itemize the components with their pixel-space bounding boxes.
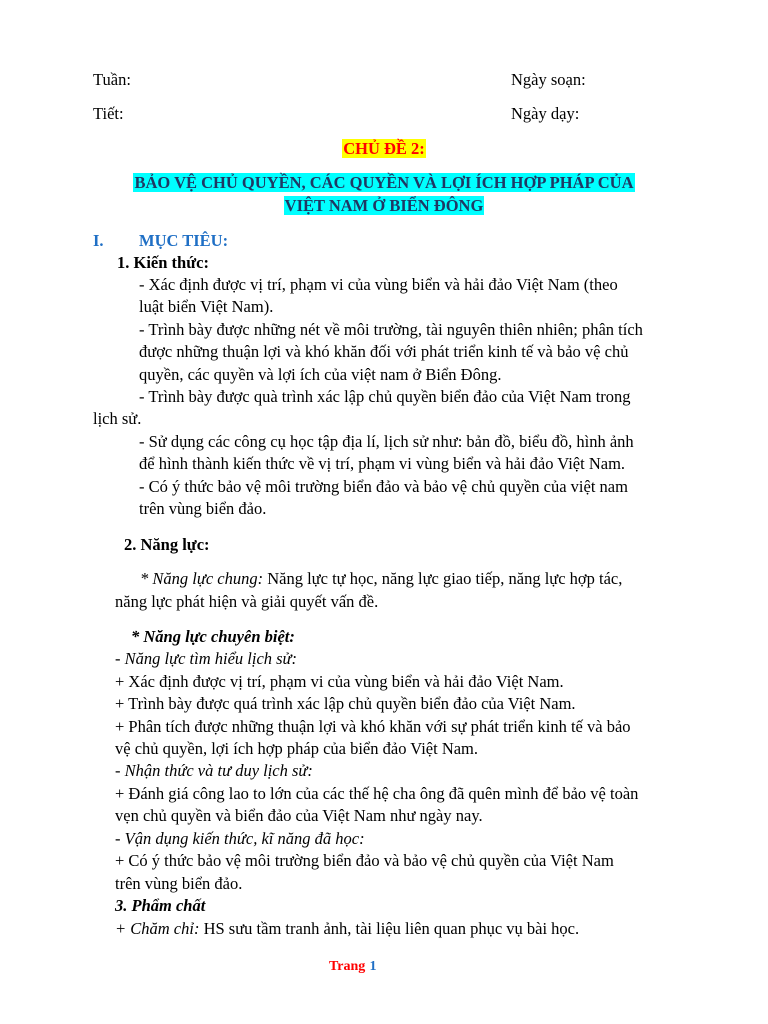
page-footer-label: Trang — [329, 959, 366, 974]
diligent-text: HS sưu tầm tranh ảnh, tài liệu liên quan phục vụ bài học. — [199, 919, 580, 938]
knowledge-line: - Trình bày được những nét về môi trường, tài nguyên thiên nhiên; phân tích — [139, 320, 643, 339]
knowledge-line: luật biển Việt Nam). — [139, 297, 274, 316]
prep-date-label: Ngày soạn: — [511, 70, 586, 89]
general-competence-line — [140, 568, 622, 590]
history-thinking-heading: - Nhận thức và tư duy lịch sử: — [115, 761, 313, 780]
general-competence-label: * Năng lực chung: — [140, 569, 264, 588]
knowledge-line: được những thuận lợi và khó khăn đối với phát triển kinh tế và bảo vệ chủ — [139, 342, 629, 361]
section-title: MỤC TIÊU: — [139, 231, 229, 250]
history-search-line: vệ chủ quyền, lợi ích hợp pháp của biển đảo Việt Nam. — [115, 739, 479, 758]
general-competence-text: Năng lực tự học, năng lực giao tiếp, năng lực hợp tác, — [263, 569, 623, 588]
history-search-line: + Trình bày được quá trình xác lập chủ quyền biển đảo của Việt Nam. — [115, 694, 576, 713]
topic-title-line-1 — [0, 172, 768, 194]
general-competence-line-2: năng lực phát hiện và giải quyết vấn đề. — [115, 592, 379, 611]
week-label: Tuần: — [93, 70, 131, 89]
history-search-line: + Xác định được vị trí, phạm vi của vùng biển và hải đảo Việt Nam. — [115, 672, 564, 691]
topic-label-line — [0, 138, 768, 160]
knowledge-line: quyền, các quyền và lợi ích của việt nam ở Biển Đông. — [139, 365, 502, 384]
knowledge-heading: 1. Kiến thức: — [117, 253, 209, 272]
knowledge-line: - Xác định được vị trí, phạm vi của vùng biển và hải đảo Việt Nam (theo — [139, 275, 618, 294]
topic-label: CHỦ ĐỀ 2: — [343, 139, 425, 158]
history-search-line: + Phân tích được những thuận lợi và khó khăn với sự phát triển kinh tế và bảo — [115, 717, 631, 736]
specific-competence-heading: * Năng lực chuyên biệt: — [131, 627, 295, 646]
knowledge-line: để hình thành kiến thức về vị trí, phạm vi vùng biển và hải đảo Việt Nam. — [139, 454, 626, 473]
knowledge-line: - Trình bày được quà trình xác lập chủ quyền biển đảo của Việt Nam trong — [139, 387, 631, 406]
history-thinking-line: + Đánh giá công lao to lớn của các thế hệ cha ông đã quên mình để bảo vệ toàn — [115, 784, 639, 803]
knowledge-line: lịch sử. — [93, 409, 142, 428]
apply-heading: - Vận dụng kiến thức, kĩ năng đã học: — [115, 829, 365, 848]
diligent-line — [115, 918, 579, 940]
topic-title-line-2 — [0, 195, 768, 217]
page-number: 1 — [369, 959, 377, 974]
diligent-label: + Chăm chỉ: — [115, 919, 200, 938]
knowledge-line: - Có ý thức bảo vệ môi trường biển đảo và bảo vệ chủ quyền của việt nam — [139, 477, 628, 496]
competence-heading: 2. Năng lực: — [124, 535, 210, 554]
knowledge-line: - Sử dụng các công cụ học tập địa lí, lịch sử như: bản đồ, biểu đồ, hình ảnh — [139, 432, 634, 451]
history-search-heading: - Năng lực tìm hiểu lịch sử: — [115, 649, 298, 668]
teach-date-label: Ngày dạy: — [511, 104, 580, 123]
topic-title-1: BẢO VỆ CHỦ QUYỀN, CÁC QUYỀN VÀ LỢI ÍCH HỢP PHÁP CỦA — [134, 173, 634, 192]
period-label: Tiết: — [93, 104, 124, 123]
topic-title-2: VIỆT NAM Ở BIỂN ĐÔNG — [284, 196, 484, 215]
section-numeral: I. — [93, 231, 104, 250]
knowledge-line: trên vùng biển đảo. — [139, 499, 267, 518]
quality-heading: 3. Phẩm chất — [115, 896, 206, 915]
history-thinking-line: vẹn chủ quyền và biển đảo của Việt Nam như ngày nay. — [115, 806, 483, 825]
page-footer — [329, 954, 376, 978]
apply-line: trên vùng biển đảo. — [115, 874, 243, 893]
apply-line: + Có ý thức bảo vệ môi trường biển đảo và bảo vệ chủ quyền của Việt Nam — [115, 851, 614, 870]
